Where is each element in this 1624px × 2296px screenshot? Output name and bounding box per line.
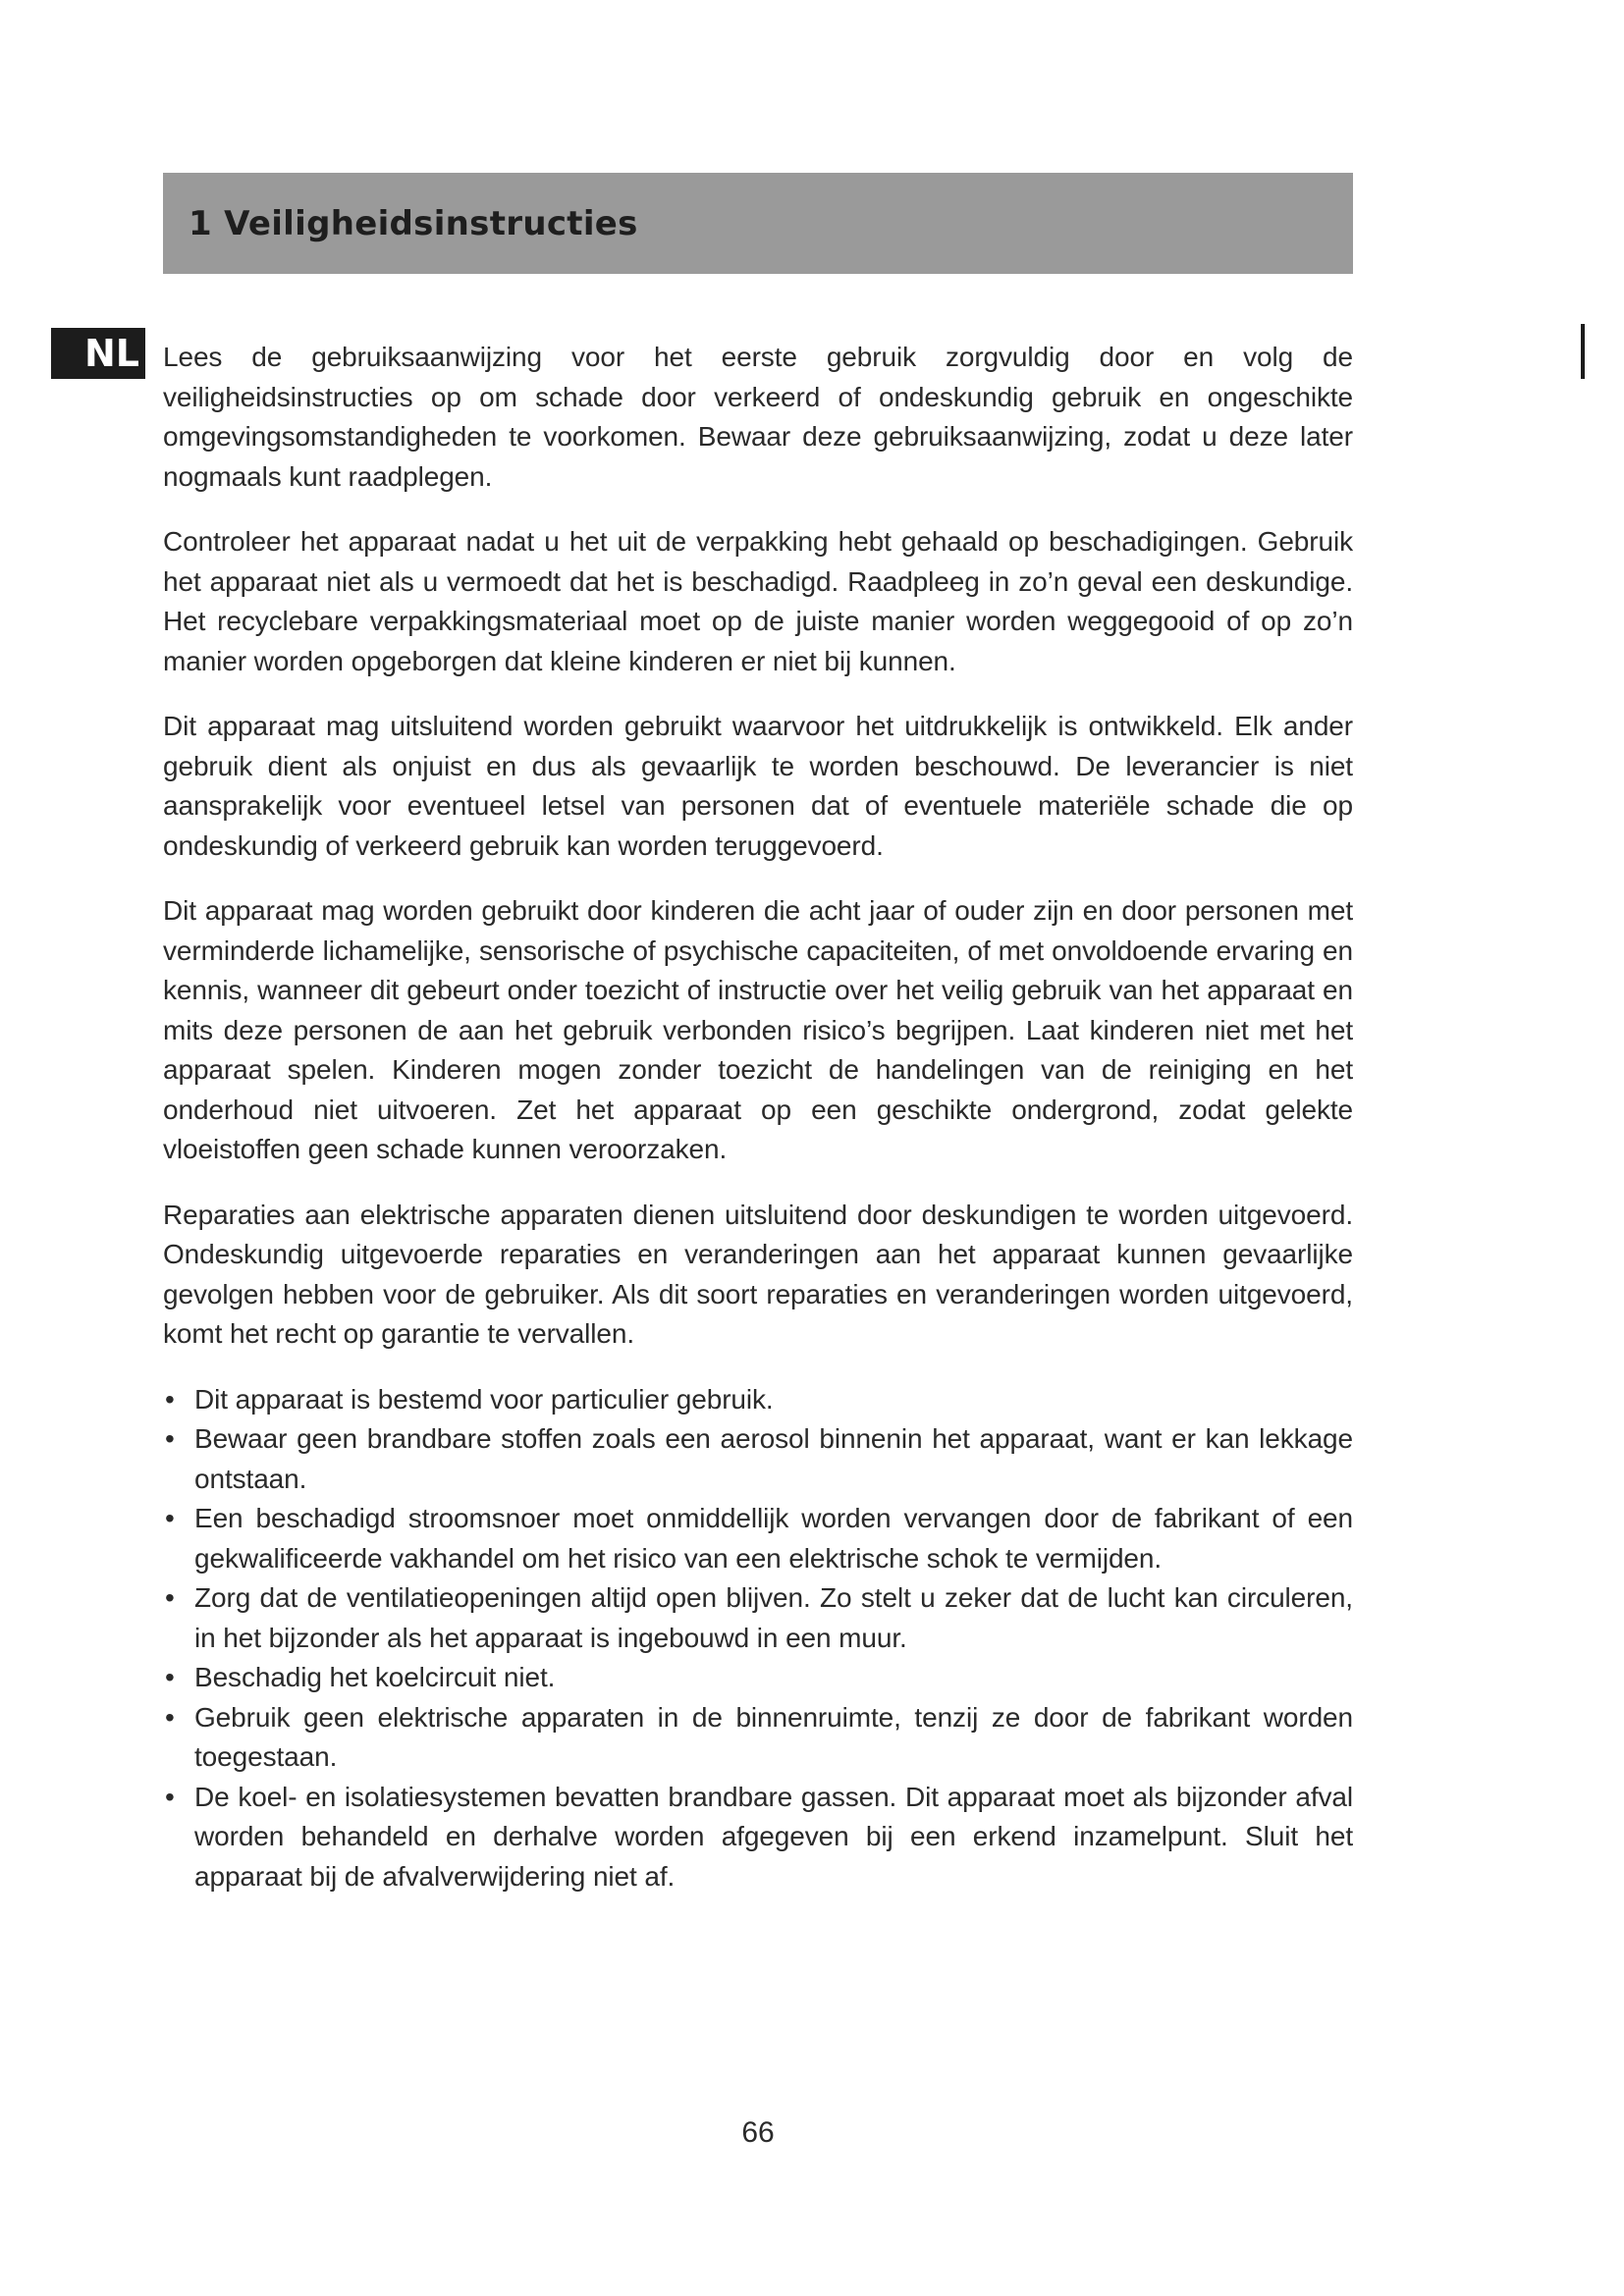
bullet-icon: • <box>165 1383 175 1415</box>
bullet-icon: • <box>165 1701 175 1733</box>
list-item <box>163 1658 1353 1698</box>
list-item-text: Beschadig het koelcircuit niet. <box>194 1662 556 1692</box>
bullet-icon: • <box>165 1662 175 1692</box>
list-item-text: De koel- en isolatiesystemen bevatten brandbare gassen. Dit apparaat moet als bijzonder afval worden behandeld en derhalve worden afgegeven bij een erkend inzamelpunt. Sluit het apparaat bij de afvalverwijdering niet af. <box>194 1781 1353 1892</box>
section-title: 1 Veiligheidsinstructies <box>189 203 638 243</box>
list-item-text: Gebruik geen elektrische apparaten in de binnenruimte, tenzij ze door de fabrikant worden toegestaan. <box>194 1701 1353 1772</box>
paragraph-inspection: Controleer het apparaat nadat u het uit de verpakking hebt gehaald op beschadigingen. Gebruik het apparaat niet als u vermoedt dat het is beschadigd. Raadpleeg in zo’n geval een deskundige. Het recyclebare verpakkingsmateriaal moet op de juiste manier worden weggegooid of op zo’n manier worden opgeborgen dat kleine kinderen er niet bij kunnen. <box>163 526 1353 676</box>
safety-bullet-list <box>163 1380 1353 1897</box>
bullet-icon: • <box>165 1503 175 1533</box>
section-header <box>163 173 1353 274</box>
language-tab: NL <box>51 328 145 379</box>
list-item <box>163 1578 1353 1658</box>
list-item <box>163 1419 1353 1499</box>
paragraph-intended-use: Dit apparaat mag uitsluitend worden gebruikt waarvoor het uitdrukkelijk is ontwikkeld. Elk ander gebruik dient als onjuist en dus als gevaarlijk te worden beschouwd. De leverancier is niet aansprakelijk voor eventueel letsel van personen dat of eventuele materiële schade die op ondeskundig of verkeerd gebruik kan worden teruggevoerd. <box>163 711 1353 861</box>
document-body <box>163 338 1353 1896</box>
paragraph-repairs: Reparaties aan elektrische apparaten dienen uitsluitend door deskundigen te worden uitgevoerd. Ondeskundig uitgevoerde reparaties en veranderingen aan het apparaat kunnen gevaarlijke gevolgen hebben voor de gebruiker. Als dit soort reparaties en veranderingen worden uitgevoerd, komt het recht op garantie te vervallen. <box>163 1199 1353 1349</box>
list-item <box>163 1499 1353 1578</box>
list-item-text: Bewaar geen brandbare stoffen zoals een aerosol binnenin het apparaat, want er kan lekkage ontstaan. <box>194 1423 1353 1494</box>
margin-marker <box>1581 324 1585 379</box>
paragraph-children: Dit apparaat mag worden gebruikt door kinderen die acht jaar of ouder zijn en door personen met verminderde lichamelijke, sensorische of psychische capaciteiten, of met onvoldoende ervaring en kennis, wanneer dit gebeurt onder toezicht of instructie over het veilig gebruik van het apparaat en mits deze personen de aan het gebruik verbonden risico’s begrijpen. Laat kinderen niet met het apparaat spelen. Kinderen mogen zonder toezicht de handelingen van de reiniging en het onderhoud niet uitvoeren. Zet het apparaat op een geschikte ondergrond, zodat gelekte vloeistoffen geen schade kunnen veroorzaken. <box>163 895 1353 1164</box>
bullet-icon: • <box>165 1582 175 1613</box>
list-item <box>163 1698 1353 1778</box>
list-item-text: Een beschadigd stroomsnoer moet onmiddellijk worden vervangen door de fabrikant of een gekwalificeerde vakhandel om het risico van een elektrische schok te vermijden. <box>194 1503 1353 1574</box>
list-item <box>163 1380 1353 1420</box>
list-item-text: Dit apparaat is bestemd voor particulier gebruik. <box>194 1383 774 1415</box>
paragraph-intro: Lees de gebruiksaanwijzing voor het eerste gebruik zorgvuldig door en volg de veiligheidsinstructies op om schade door verkeerd of ondeskundig gebruik en ongeschikte omgevingsomstandigheden te voorkomen. Bewaar deze gebruiksaanwijzing, zodat u deze later nogmaals kunt raadplegen. <box>163 342 1353 492</box>
page-number: 66 <box>741 2116 775 2149</box>
bullet-icon: • <box>165 1423 175 1454</box>
list-item-text: Zorg dat de ventilatieopeningen altijd open blijven. Zo stelt u zeker dat de lucht kan circuleren, in het bijzonder als het apparaat is ingebouwd in een muur. <box>194 1582 1353 1653</box>
list-item <box>163 1778 1353 1897</box>
bullet-icon: • <box>165 1781 175 1812</box>
